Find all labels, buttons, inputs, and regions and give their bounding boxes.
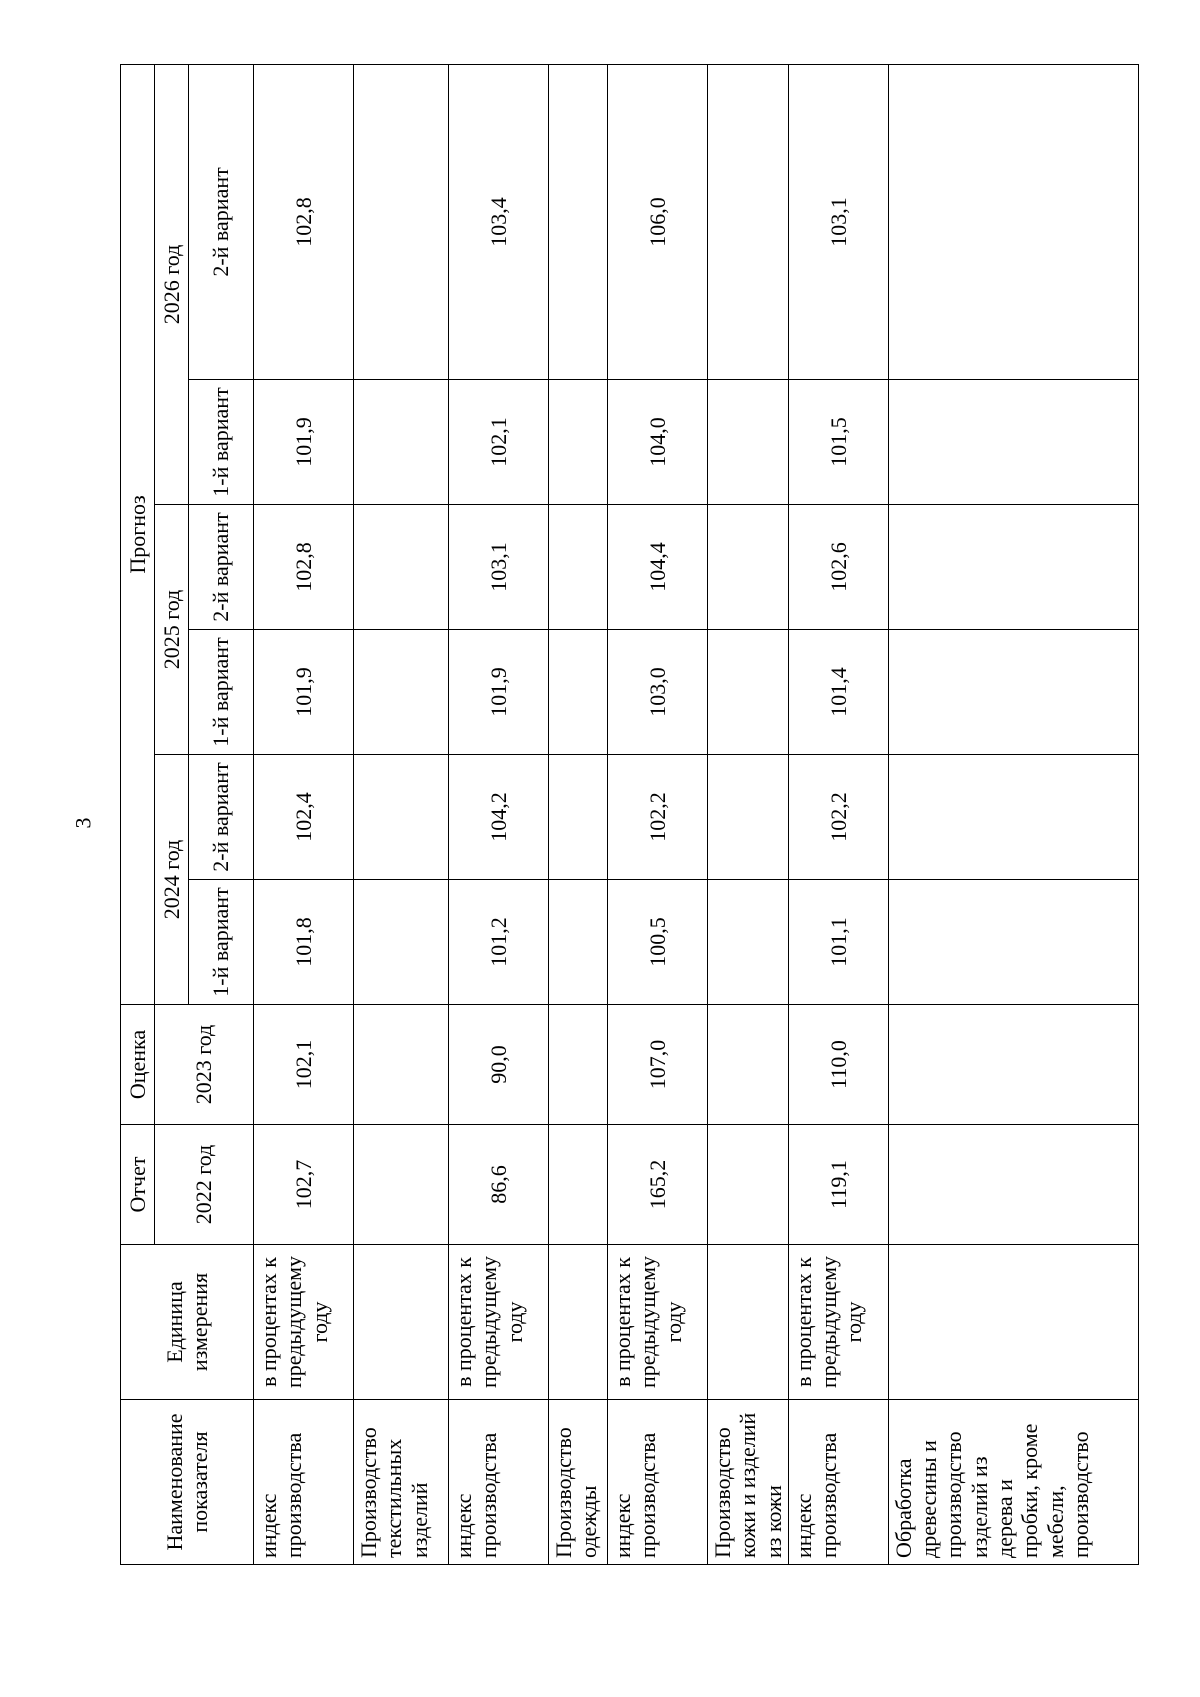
value-2024-v1: 100,5 [608,880,708,1005]
value-2022: 165,2 [608,1125,708,1245]
header-name: Наименование показателя [121,1400,254,1565]
section-name: Обработка древесины и производство изделий из дерева и пробки, кроме мебели, производство [888,1400,1138,1565]
value-2023: 107,0 [608,1005,708,1125]
value-2023: 110,0 [788,1005,888,1125]
page-number: 3 [70,817,96,829]
header-year-2025: 2025 год [155,505,189,755]
value-2024-v1: 101,2 [449,880,549,1005]
value-2025-v1: 101,9 [449,630,549,755]
header-forecast: Прогноз [121,64,155,1004]
value-2024-v2: 104,2 [449,755,549,880]
value-2024-v1: 101,8 [254,880,354,1005]
value-2022: 119,1 [788,1125,888,1245]
value-2026-v1: 104,0 [608,380,708,505]
value-2023: 102,1 [254,1005,354,1125]
value-2025-v2: 103,1 [449,505,549,630]
value-2025-v2: 102,8 [254,505,354,630]
section-name: Производство одежды [549,1400,608,1565]
value-2022: 86,6 [449,1125,549,1245]
value-2025-v1: 101,4 [788,630,888,755]
header-2024-variant-1: 1-й вариант [189,880,254,1005]
section-name: Производство кожи и изделий из кожи [708,1400,789,1565]
header-2026-variant-2: 2-й вариант [189,64,254,379]
value-2022: 102,7 [254,1125,354,1245]
row-unit: в процентах к предыдущему году [254,1245,354,1400]
header-row-1 [121,64,155,1564]
header-report: Отчет [121,1125,155,1245]
table-row-section [354,64,449,1564]
value-2025-v1: 103,0 [608,630,708,755]
table-row-section [888,64,1138,1564]
table-row [788,64,888,1564]
value-2026-v1: 102,1 [449,380,549,505]
row-unit: в процентах к предыдущему году [788,1245,888,1400]
header-unit: Единица измерения [121,1245,254,1400]
header-2025-variant-1: 1-й вариант [189,630,254,755]
value-2024-v2: 102,2 [608,755,708,880]
rotated-table-container [120,65,1135,1565]
header-2024-variant-2: 2-й вариант [189,755,254,880]
value-2024-v2: 102,4 [254,755,354,880]
row-name: индекс производства [449,1400,549,1565]
value-2026-v2: 102,8 [254,64,354,379]
row-name: индекс производства [788,1400,888,1565]
row-name: индекс производства [254,1400,354,1565]
value-2026-v2: 103,1 [788,64,888,379]
section-name: Производство текстильных изделий [354,1400,449,1565]
header-year-2024: 2024 год [155,755,189,1005]
header-year-2023: 2023 год [155,1005,254,1125]
row-name: индекс производства [608,1400,708,1565]
value-2024-v1: 101,1 [788,880,888,1005]
value-2025-v2: 102,6 [788,505,888,630]
value-2025-v1: 101,9 [254,630,354,755]
value-2026-v1: 101,5 [788,380,888,505]
table-row-section [549,64,608,1564]
table-row [449,64,549,1564]
value-2026-v2: 106,0 [608,64,708,379]
value-2026-v1: 101,9 [254,380,354,505]
header-2025-variant-2: 2-й вариант [189,505,254,630]
header-2026-variant-1: 1-й вариант [189,380,254,505]
header-year-2022: 2022 год [155,1125,254,1245]
header-estimate: Оценка [121,1005,155,1125]
value-2026-v2: 103,4 [449,64,549,379]
value-2023: 90,0 [449,1005,549,1125]
table-row-section [708,64,789,1564]
header-year-2026: 2026 год [155,64,189,504]
table-row [254,64,354,1564]
value-2025-v2: 104,4 [608,505,708,630]
table-row [608,64,708,1564]
row-unit: в процентах к предыдущему году [608,1245,708,1400]
forecast-table [120,64,1139,1565]
value-2024-v2: 102,2 [788,755,888,880]
row-unit: в процентах к предыдущему году [449,1245,549,1400]
